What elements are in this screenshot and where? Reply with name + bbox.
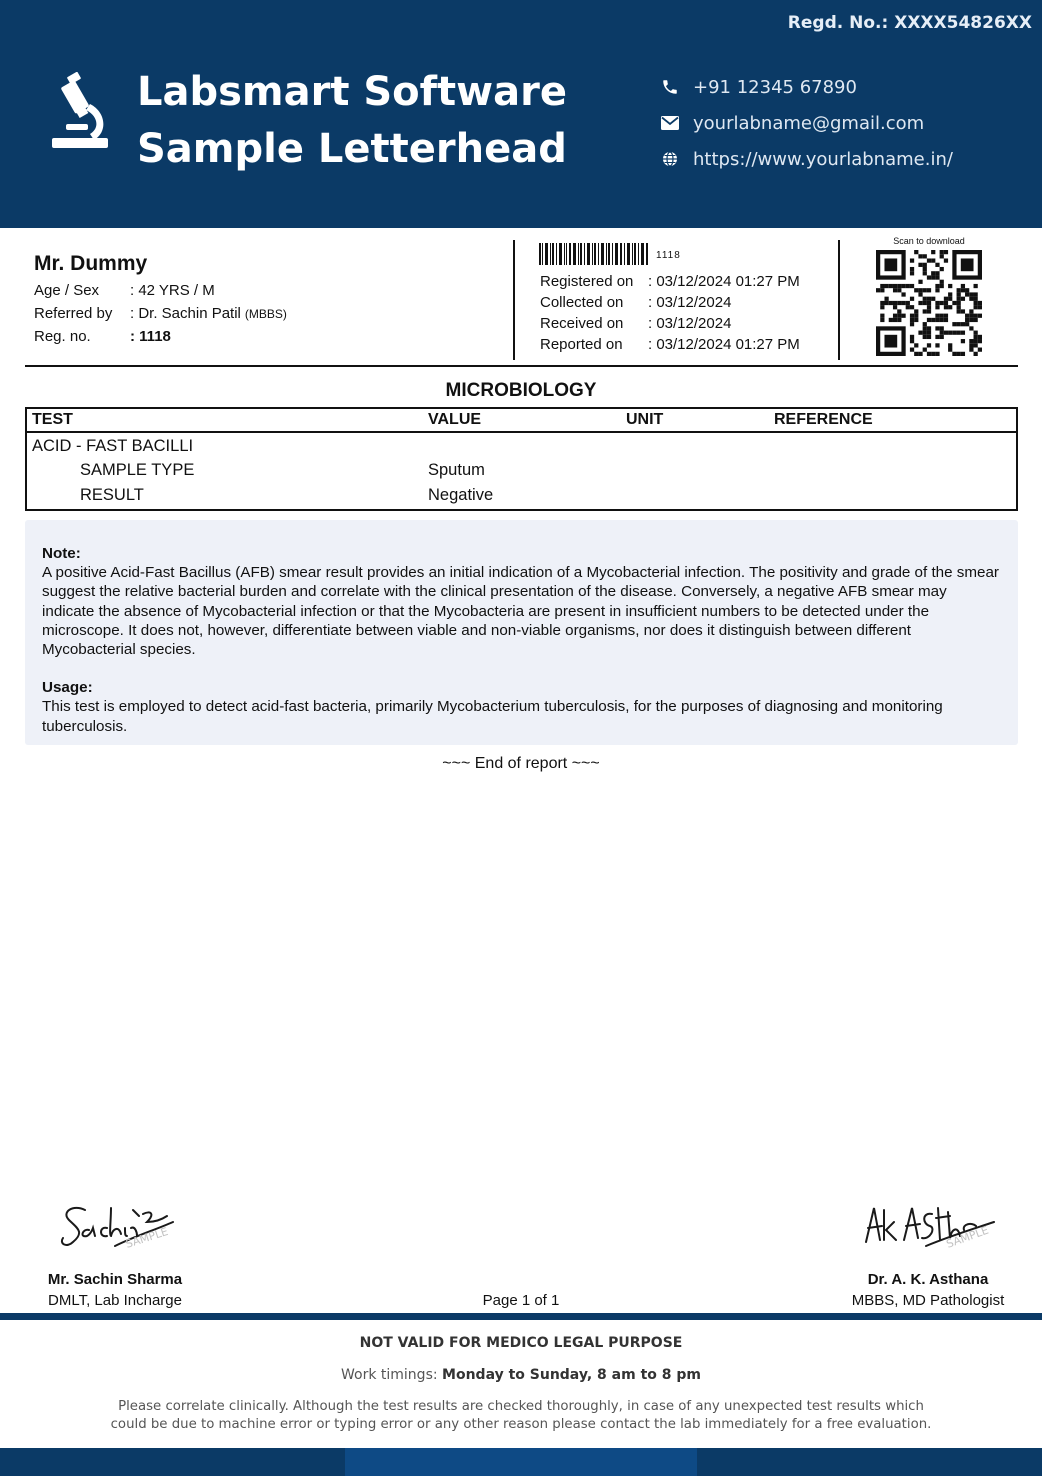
page-number: Page 1 of 1	[482, 1292, 560, 1309]
footer-bar-center	[345, 1448, 697, 1476]
right-signatory-role: MBBS, MD Pathologist	[851, 1292, 1005, 1309]
end-of-report: ~~~ End of report ~~~	[442, 755, 600, 772]
row-sample-type-name: SAMPLE TYPE	[80, 461, 195, 479]
contact-phone	[660, 69, 953, 105]
right-signatory-name: Dr. A. K. Asthana	[867, 1271, 989, 1288]
left-signatory-name: Mr. Sachin Sharma	[47, 1271, 183, 1288]
row-result-value: Negative	[428, 486, 494, 504]
referred-label: Referred by	[34, 305, 113, 322]
divider-left	[513, 240, 515, 360]
work-timings-label: Work timings:	[341, 1367, 438, 1383]
header-value: VALUE	[428, 411, 482, 428]
referred-qualification: (MBBS)	[244, 306, 287, 321]
row-result-name: RESULT	[80, 486, 144, 504]
contact-email	[660, 105, 953, 141]
phone-icon	[660, 77, 680, 97]
work-timings	[0, 1367, 1042, 1383]
contact-website	[660, 141, 953, 177]
usage-heading: Usage:	[42, 679, 93, 697]
usage-text: This test is employed to detect acid-fast bacteria, primarily Mycobacterium tuberculosis, for the purposes of diagnosing and monitoring tuberculosis.	[42, 698, 943, 735]
qr-code[interactable]	[876, 250, 982, 356]
age-sex-label: Age / Sex	[34, 282, 100, 299]
qr-caption: Scan to download	[893, 236, 965, 246]
lab-title	[137, 64, 567, 178]
phone-number: +91 12345 67890	[693, 76, 857, 98]
received-row	[540, 313, 800, 334]
age-sex-row	[34, 279, 287, 302]
registered-label: Registered on	[540, 273, 634, 290]
referred-row	[34, 302, 287, 325]
received-value: : 03/12/2024	[648, 315, 732, 332]
left-signatory-role: DMLT, Lab Incharge	[48, 1292, 182, 1309]
work-timings-value: Monday to Sunday, 8 am to 8 pm	[442, 1367, 701, 1383]
patient-name: Mr. Dummy	[34, 252, 148, 275]
received-label: Received on	[540, 315, 624, 332]
table-header	[27, 409, 1016, 433]
note-text: A positive Acid-Fast Bacillus (AFB) smear result provides an initial indication of a Mycobacterial infection. The positivity and grade of the smear suggest the relative bacterial burden and correlate with the clinical presentation of the disease. Conversely, a negative AFB smear may indicate the absence of Mycobacterial infection or that the Mycobacteria are present in insufficient numbers to be detected under the microscope. It does not, however, differentiate between viable and non-viable organisms, nor does it distinguish between different Mycobacterial species.	[42, 564, 999, 659]
note-box	[25, 520, 1018, 745]
envelope-icon	[660, 113, 680, 133]
lab-title-line1: Labsmart Software	[137, 69, 567, 115]
registration-number: Regd. No.: XXXX54826XX	[787, 13, 1032, 33]
lab-title-line2: Sample Letterhead	[137, 126, 567, 172]
note-heading: Note:	[42, 545, 81, 562]
header-rule	[25, 365, 1018, 367]
header-reference: REFERENCE	[774, 411, 873, 428]
divider-right	[838, 240, 840, 360]
disclaimer: Please correlate clinically. Although the test results are checked thoroughly, in case of any unexpected test results which could be due to machine error or typing error or any other reason please contact the lab immediately for a free evaluation.	[110, 1399, 932, 1432]
reg-row	[34, 325, 287, 348]
reg-label: Reg. no.	[34, 328, 91, 345]
footer-bar	[0, 1448, 1042, 1476]
registered-row	[540, 271, 800, 292]
microscope-icon	[50, 72, 110, 150]
contact-info	[660, 69, 953, 177]
footer-rule	[0, 1313, 1042, 1320]
letterhead-header	[0, 0, 1042, 228]
collected-value: : 03/12/2024	[648, 294, 732, 311]
website-url: https://www.yourlabname.in/	[693, 148, 953, 170]
header-test: TEST	[32, 411, 73, 428]
section-title: MICROBIOLOGY	[445, 380, 597, 401]
left-sample-stamp: SAMPLE	[123, 1224, 170, 1251]
collected-row	[540, 292, 800, 313]
reported-row	[540, 334, 800, 355]
age-sex-value: : 42 YRS / M	[130, 282, 215, 299]
left-signature	[55, 1196, 180, 1258]
reported-value: : 03/12/2024 01:27 PM	[648, 336, 800, 353]
right-signature	[860, 1200, 1005, 1254]
row-sample-type-value: Sputum	[428, 461, 485, 479]
reg-value: : 1118	[130, 328, 171, 345]
report-dates	[540, 271, 800, 355]
results-table	[25, 407, 1018, 511]
test-group-name: ACID - FAST BACILLI	[32, 437, 194, 455]
patient-details	[34, 279, 287, 348]
email-address: yourlabname@gmail.com	[693, 112, 925, 134]
not-valid-notice: NOT VALID FOR MEDICO LEGAL PURPOSE	[359, 1335, 683, 1351]
barcode	[539, 243, 649, 265]
header-unit: UNIT	[626, 411, 664, 428]
globe-icon	[660, 149, 680, 169]
collected-label: Collected on	[540, 294, 624, 311]
registered-value: : 03/12/2024 01:27 PM	[648, 273, 800, 290]
referred-value: : Dr. Sachin Patil	[130, 305, 241, 322]
right-sample-stamp: SAMPLE	[944, 1223, 991, 1251]
barcode-number: 1118	[656, 250, 681, 261]
reported-label: Reported on	[540, 336, 623, 353]
